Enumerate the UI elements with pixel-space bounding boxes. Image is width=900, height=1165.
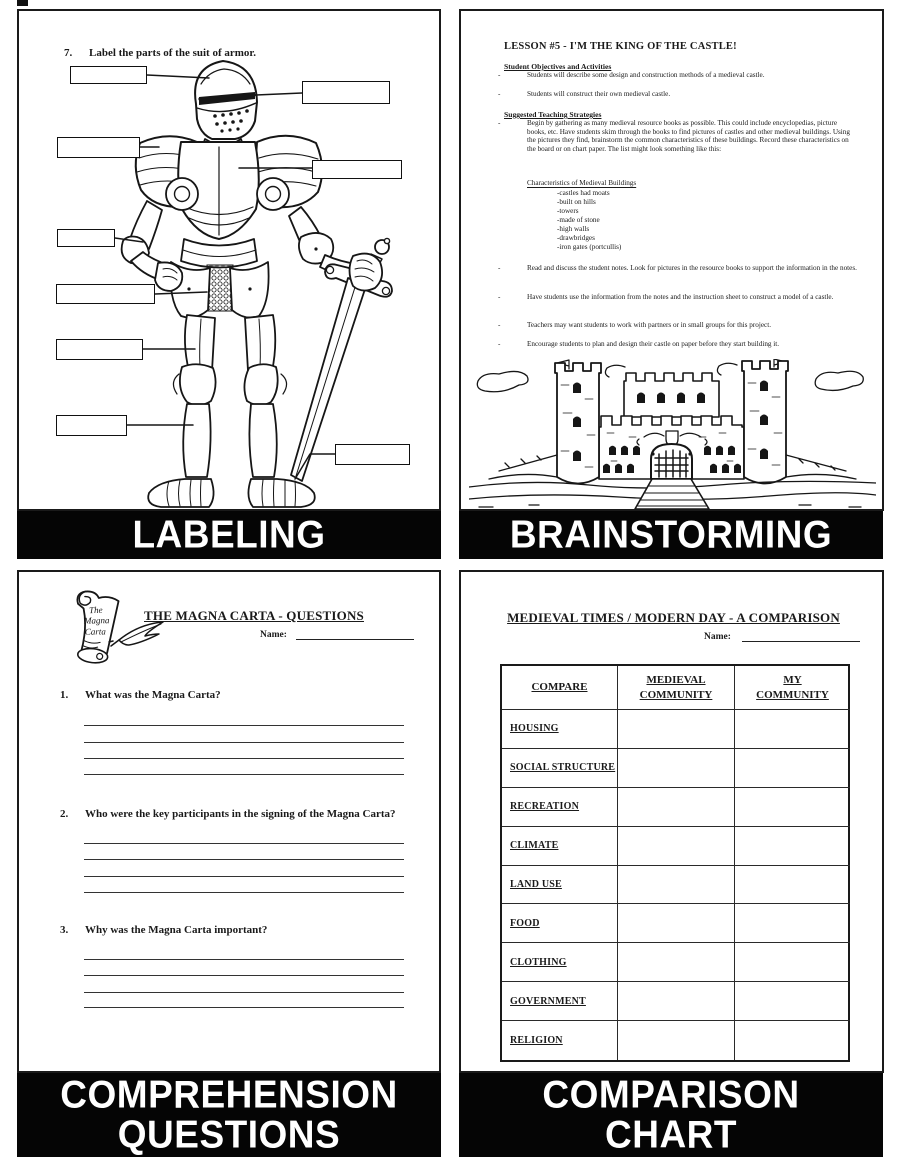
answer-line: [84, 859, 404, 860]
table-empty-cell: [618, 788, 735, 827]
characteristic-item: -built on hills: [557, 198, 596, 206]
row-label: LAND USE: [502, 866, 618, 905]
answer-line: [84, 843, 404, 844]
row-label: CLIMATE: [502, 827, 618, 866]
left-arm: [122, 201, 183, 291]
svg-text:The: The: [89, 604, 103, 616]
table-empty-cell: [618, 827, 735, 866]
answer-line: [84, 742, 404, 743]
table-empty-cell: [618, 1021, 735, 1060]
table-empty-cell: [735, 827, 850, 866]
answer-line: [84, 1007, 404, 1008]
row-label: CLOTHING: [502, 943, 618, 982]
label-box-chainmail: [56, 284, 155, 304]
label-box-visor: [302, 81, 390, 104]
label-box-thigh: [56, 339, 143, 360]
bullet-dash: -: [498, 321, 501, 329]
question-text: Why was the Magna Carta important?: [85, 924, 268, 936]
table-empty-cell: [735, 1021, 850, 1060]
lesson-title: LESSON #5 - I'M THE KING OF THE CASTLE!: [504, 41, 737, 52]
table-empty-cell: [618, 904, 735, 943]
strategy-item: Teachers may want students to work with partners or in small groups for this project.: [527, 321, 772, 329]
quill: [109, 622, 163, 646]
answer-line: [84, 892, 404, 893]
objectives-heading: Student Objectives and Activities: [504, 62, 612, 71]
label-box-greave: [56, 415, 127, 436]
row-label: RELIGION: [502, 1021, 618, 1060]
legs: [148, 315, 315, 507]
table-empty-cell: [618, 749, 735, 788]
answer-line: [84, 725, 404, 726]
fauld-and-tassets: [170, 239, 268, 318]
question-number: 3.: [60, 924, 69, 936]
bullet-dash: -: [498, 264, 501, 272]
characteristic-item: -made of stone: [557, 216, 600, 224]
characteristic-item: -drawbridges: [557, 234, 595, 242]
bullet-dash: -: [498, 90, 501, 98]
label-box-helmet: [70, 66, 147, 84]
row-label: HOUSING: [502, 710, 618, 749]
table-empty-cell: [735, 749, 850, 788]
name-blank: [742, 626, 860, 642]
banner-labeling: [17, 511, 441, 559]
answer-line: [84, 975, 404, 976]
bullet-dash: -: [498, 119, 501, 127]
column-header: COMPARE: [502, 666, 618, 710]
row-label: SOCIAL STRUCTURE: [502, 749, 618, 788]
strategy-item: Read and discuss the student notes. Look for pictures in the resource books to support the information in the notes.: [527, 264, 857, 272]
row-label: RECREATION: [502, 788, 618, 827]
table-empty-cell: [618, 866, 735, 905]
table-empty-cell: [735, 904, 850, 943]
answer-line: [84, 992, 404, 993]
column-header: MY COMMUNITY: [735, 666, 850, 710]
strategies-heading: Suggested Teaching Strategies: [504, 110, 602, 119]
strategy-item: Encourage students to plan and design their castle on paper before they start building it.: [527, 340, 780, 348]
table-empty-cell: [618, 943, 735, 982]
table-empty-cell: [735, 943, 850, 982]
label-box-breastplate: [312, 160, 402, 179]
bullet-dash: -: [498, 293, 501, 301]
answer-line: [84, 959, 404, 960]
banner-brainstorming: [459, 511, 883, 559]
characteristic-item: -iron gates (portcullis): [557, 243, 622, 251]
characteristic-item: -castles had moats: [557, 189, 610, 197]
banner-comparison-chart: [459, 1073, 883, 1157]
objective-item: Students will construct their own medieval castle.: [527, 90, 671, 98]
answer-line: [84, 774, 404, 775]
banner-text: LABELING: [132, 513, 326, 556]
characteristic-item: -high walls: [557, 225, 590, 233]
svg-text:Magna: Magna: [83, 615, 110, 626]
characteristic-item: -towers: [557, 207, 579, 215]
row-label: FOOD: [502, 904, 618, 943]
svg-text:Carta: Carta: [84, 626, 106, 637]
banner-text: BRAINSTORMING: [509, 513, 833, 556]
lesson-plan-page: [459, 9, 884, 511]
label-box-shoulder: [57, 137, 140, 158]
table-empty-cell: [735, 710, 850, 749]
column-header: MEDIEVAL COMMUNITY: [618, 666, 735, 710]
question-text: What was the Magna Carta?: [85, 689, 221, 701]
banner-text: QUESTIONS: [117, 1113, 341, 1156]
bullet-dash: -: [498, 71, 501, 79]
row-label: GOVERNMENT: [502, 982, 618, 1021]
comparison-table: [500, 664, 850, 1062]
label-box-gauntlet: [57, 229, 115, 247]
name-blank: [296, 624, 414, 640]
labeling-worksheet-page: [17, 9, 441, 511]
objective-item: Students will describe some design and construction methods of a medieval castle.: [527, 71, 765, 79]
worksheet-title: THE MAGNA CARTA - QUESTIONS: [144, 608, 364, 623]
scan-artifact: [17, 0, 28, 6]
table-empty-cell: [618, 982, 735, 1021]
answer-line: [84, 876, 404, 877]
banner-text: COMPREHENSION: [60, 1073, 398, 1116]
banner-text: CHART: [605, 1113, 737, 1156]
question-number: 7.: [64, 47, 73, 59]
worksheet-title: MEDIEVAL TIMES / MODERN DAY - A COMPARISON: [507, 610, 840, 625]
table-empty-cell: [735, 982, 850, 1021]
banner-text: COMPARISON: [542, 1073, 800, 1116]
comprehension-questions-page: [17, 570, 441, 1073]
bullet-dash: -: [498, 340, 501, 348]
strategy-intro: Begin by gathering as many medieval resource books as possible. This could include encyclopedias, picture books, etc. Have students skim through the books to find pictures of castles and other medieval buildings. Using the pictures they find, brainstorm the common characteristics of these buildings. Record these characteristics on the board or on chart paper. The list might look something like this:: [527, 119, 850, 153]
table-empty-cell: [735, 866, 850, 905]
banner-comprehension-questions: [17, 1073, 441, 1157]
name-label: Name:: [260, 630, 287, 640]
characteristics-heading: Characteristics of Medieval Buildings: [527, 179, 637, 187]
question-number: 1.: [60, 689, 69, 701]
table-empty-cell: [618, 710, 735, 749]
label-box-sabaton: [335, 444, 410, 465]
answer-line: [84, 758, 404, 759]
strategy-item: Have students use the information from the notes and the instruction sheet to construct a model of a castle.: [527, 293, 834, 301]
scroll-quill-icon: [57, 584, 175, 676]
comparison-chart-page: [459, 570, 884, 1073]
question-text: Who were the key participants in the signing of the Magna Carta?: [85, 808, 396, 820]
question-number: 2.: [60, 808, 69, 820]
table-empty-cell: [735, 788, 850, 827]
castle-illustration: [469, 359, 876, 509]
labeling-instruction: Label the parts of the suit of armor.: [89, 47, 257, 59]
name-label: Name:: [704, 632, 731, 642]
